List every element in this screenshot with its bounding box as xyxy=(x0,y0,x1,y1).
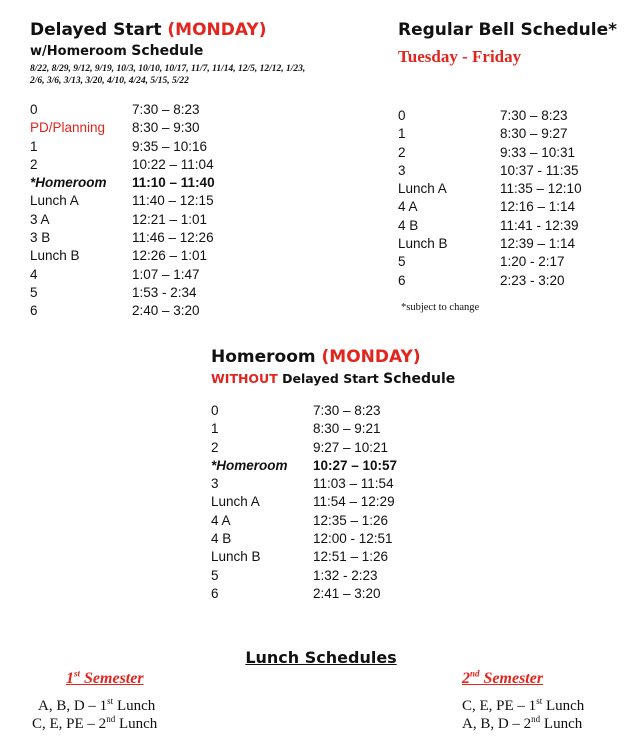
lunch-sup: nd xyxy=(531,714,541,724)
period: *Homeroom xyxy=(30,175,107,191)
schedule-row xyxy=(30,192,270,210)
time: 11:10 – 11:40 xyxy=(132,175,215,191)
delayed-title-day: (MONDAY) xyxy=(167,20,267,40)
homeroom-subtitle-b: Delayed Start xyxy=(277,371,384,386)
time: 9:35 – 10:16 xyxy=(132,138,208,154)
time: 12:16 – 1:14 xyxy=(500,199,576,215)
schedule-row xyxy=(398,253,628,271)
regular-days: Tuesday - Friday xyxy=(398,47,522,66)
period: 4 A xyxy=(211,512,231,528)
period: Lunch A xyxy=(30,193,79,209)
period: 0 xyxy=(398,108,406,123)
time: 10:37 - 11:35 xyxy=(500,162,579,178)
schedule-row xyxy=(30,247,270,265)
regular-note: *subject to change xyxy=(401,302,480,313)
schedule-row xyxy=(211,457,441,475)
time: 1:32 - 2:23 xyxy=(313,567,378,583)
schedule-row xyxy=(30,101,270,119)
period: 5 xyxy=(30,284,38,300)
schedule-row xyxy=(398,235,628,253)
lunch-sup: st xyxy=(107,696,114,706)
lunch-text: A, B, D – 1 xyxy=(38,698,108,714)
period: 1 xyxy=(30,138,38,154)
schedule-row xyxy=(211,530,441,548)
time: 12:51 – 1:26 xyxy=(313,549,389,565)
period: 4 A xyxy=(398,199,418,215)
delayed-subtitle-a: w/Homeroom xyxy=(30,44,132,59)
period: Lunch B xyxy=(30,248,80,264)
schedule-row xyxy=(211,548,441,566)
lunch-sup: st xyxy=(536,696,543,706)
schedule-row xyxy=(30,156,270,174)
schedule-row xyxy=(398,125,628,143)
time: 1:07 – 1:47 xyxy=(132,266,200,282)
time: 12:35 – 1:26 xyxy=(313,512,389,528)
schedule-row xyxy=(211,493,441,511)
time: 7:30 – 8:23 xyxy=(132,102,200,117)
sem1-line-1 xyxy=(38,698,155,715)
schedule-row xyxy=(30,174,270,192)
period: Lunch A xyxy=(211,494,260,510)
homeroom-title xyxy=(211,347,421,367)
schedule-row xyxy=(30,284,270,302)
period: 3 xyxy=(398,162,406,178)
sem1-sup: st xyxy=(74,668,81,679)
lunch-text: C, E, PE – 1 xyxy=(462,698,537,714)
schedule-row xyxy=(398,198,628,216)
time: 10:22 – 11:04 xyxy=(132,156,214,172)
sem1-num: 1 xyxy=(66,670,74,687)
schedule-row xyxy=(211,512,441,530)
time: 7:30 – 8:23 xyxy=(313,403,381,418)
sem2-line-2 xyxy=(462,716,582,733)
schedule-row xyxy=(211,475,441,493)
regular-schedule xyxy=(398,107,628,290)
period: 3 A xyxy=(30,211,50,227)
homeroom-title-day: (MONDAY) xyxy=(321,347,421,367)
time: 12:21 – 1:01 xyxy=(132,211,208,227)
delayed-dates xyxy=(30,63,305,87)
period: 1 xyxy=(211,421,219,437)
lunch-title: Lunch Schedules xyxy=(245,648,397,667)
time: 11:46 – 12:26 xyxy=(132,230,214,246)
period: Lunch A xyxy=(398,181,447,197)
time: 9:27 – 10:21 xyxy=(313,439,389,455)
time: 7:30 – 8:23 xyxy=(500,108,568,123)
time: 11:41 - 12:39 xyxy=(500,217,579,233)
time: 12:00 - 12:51 xyxy=(313,531,393,547)
delayed-subtitle xyxy=(30,43,203,59)
schedule-row xyxy=(30,302,270,320)
time: 1:53 - 2:34 xyxy=(132,284,197,300)
homeroom-subtitle xyxy=(211,371,455,387)
period: Lunch B xyxy=(211,549,261,565)
lunch-text: Lunch xyxy=(115,716,158,732)
schedule-row xyxy=(30,229,270,247)
schedule-row xyxy=(30,266,270,284)
period: 6 xyxy=(211,585,219,601)
time: 8:30 – 9:21 xyxy=(313,421,381,437)
delayed-schedule xyxy=(30,101,270,321)
lunch-text: C, E, PE – 2 xyxy=(32,716,107,732)
schedule-row xyxy=(211,585,441,603)
delayed-dates-line-1: 8/22, 8/29, 9/12, 9/19, 10/3, 10/10, 10/17, 11/7, 11/14, 12/5, 12/12, 1/23, xyxy=(30,64,306,74)
time: 12:26 – 1:01 xyxy=(132,248,208,264)
period: 4 B xyxy=(211,531,232,547)
time: 10:27 – 10:57 xyxy=(313,457,398,473)
homeroom-subtitle-c: Schedule xyxy=(383,371,456,387)
period: 6 xyxy=(398,272,406,288)
period: Lunch B xyxy=(398,236,448,252)
period: 0 xyxy=(211,403,219,418)
sem2-title xyxy=(462,670,543,688)
time: 8:30 – 9:30 xyxy=(132,120,200,136)
homeroom-title-text: Homeroom xyxy=(211,347,322,367)
period: *Homeroom xyxy=(211,457,288,473)
lunch-text: Lunch xyxy=(113,698,156,714)
time: 2:40 – 3:20 xyxy=(132,303,200,319)
period: 1 xyxy=(398,126,406,142)
sem2-num: 2 xyxy=(462,670,470,687)
time: 11:35 – 12:10 xyxy=(500,181,582,197)
sem2-line-1 xyxy=(462,698,584,715)
lunch-text: Lunch xyxy=(540,716,583,732)
period: 2 xyxy=(30,156,38,172)
time: 8:30 – 9:27 xyxy=(500,126,568,142)
period: 4 xyxy=(30,266,38,282)
period: 0 xyxy=(30,102,38,117)
schedule-row xyxy=(30,119,270,137)
homeroom-subtitle-without: WITHOUT xyxy=(211,371,278,386)
period: 4 B xyxy=(398,217,419,233)
period: 2 xyxy=(398,144,406,160)
time: 2:23 - 3:20 xyxy=(500,272,565,288)
schedule-row xyxy=(30,211,270,229)
period: 3 xyxy=(211,476,219,492)
sem2-word: Semester xyxy=(479,670,544,687)
regular-title: Regular Bell Schedule* xyxy=(398,20,618,40)
delayed-title xyxy=(30,20,266,40)
period: 5 xyxy=(398,254,406,270)
schedule-row xyxy=(398,272,628,290)
lunch-sup: nd xyxy=(106,714,116,724)
sem1-title xyxy=(66,670,144,688)
period: PD/Planning xyxy=(30,120,106,136)
schedule-row xyxy=(398,180,628,198)
time: 11:54 – 12:29 xyxy=(313,494,395,510)
schedule-row xyxy=(398,107,628,125)
schedule-row xyxy=(398,217,628,235)
delayed-subtitle-b: Schedule xyxy=(131,43,204,59)
delayed-dates-line-2: 2/6, 3/6, 3/13, 3/20, 4/10, 4/24, 5/15, 5/22 xyxy=(30,76,189,86)
schedule-row xyxy=(30,138,270,156)
time: 11:03 – 11:54 xyxy=(313,476,394,492)
sem2-sup: nd xyxy=(470,668,480,679)
sem1-word: Semester xyxy=(80,670,144,687)
time: 2:41 – 3:20 xyxy=(313,585,381,601)
delayed-title-text: Delayed Start xyxy=(30,20,168,40)
time: 11:40 – 12:15 xyxy=(132,193,214,209)
sem1-line-2 xyxy=(32,716,157,733)
homeroom-schedule xyxy=(211,402,441,603)
period: 6 xyxy=(30,303,38,319)
period: 5 xyxy=(211,567,219,583)
lunch-text: Lunch xyxy=(542,698,585,714)
schedule-row xyxy=(398,144,628,162)
period: 3 B xyxy=(30,230,51,246)
schedule-row xyxy=(211,439,441,457)
schedule-row xyxy=(211,420,441,438)
time: 1:20 - 2:17 xyxy=(500,254,565,270)
period: 2 xyxy=(211,439,219,455)
lunch-text: A, B, D – 2 xyxy=(462,716,532,732)
time: 12:39 – 1:14 xyxy=(500,236,576,252)
schedule-row xyxy=(211,402,441,420)
schedule-row xyxy=(211,567,441,585)
time: 9:33 – 10:31 xyxy=(500,144,576,160)
schedule-row xyxy=(398,162,628,180)
